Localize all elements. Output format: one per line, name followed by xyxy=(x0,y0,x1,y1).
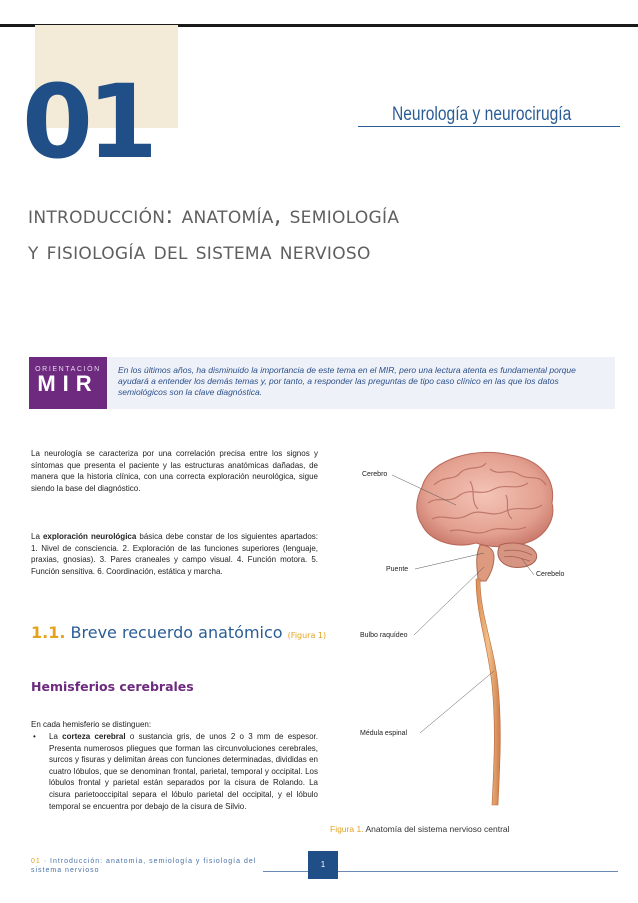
paragraph-exploration: La exploración neurológica básica debe constar de los siguientes apartados: 1. Nivel de consciencia. 2. Exploración de las funciones superiores (lenguaje, praxias, gnosias). 3. Pares craneales y campo visual. 4. Función motora. 5. Función sensitiva. 6. Coordinación, estática y marcha. xyxy=(31,532,318,576)
figure-caption xyxy=(330,824,510,834)
footer-chapter-number: 01 xyxy=(31,858,41,865)
label-cerebro: Cerebro xyxy=(362,471,388,478)
label-puente: Puente xyxy=(386,566,409,573)
specialty-title: Neurología y neurocirugía xyxy=(392,104,572,125)
brainstem-shape xyxy=(477,545,494,581)
label-cerebelo: Cerebelo xyxy=(536,571,565,578)
bullet-dot: • xyxy=(33,732,36,741)
section-figure-ref: (Figura 1) xyxy=(287,631,327,640)
figure-cns-anatomy xyxy=(330,445,630,820)
caption-number: Figura 1. xyxy=(330,824,364,834)
top-border xyxy=(0,0,638,27)
chapter-title-line-2: y fisiología del sistema nervioso xyxy=(28,237,371,265)
spinal-cord-shape xyxy=(476,579,500,805)
bullet-text: La corteza cerebral o sustancia gris, de unos 2 o 3 mm de espesor. Presenta numerosos pliegues que forman las circunvoluciones cerebrales, surcos y fisuras y delimitan áreas con funciones determinadas, divididas en cuatro lóbulos, que se denominan frontal, parietal, temporal y occipital. Los lóbulos frontal y parietal están separados por la cisura de Rolando. La cisura parietooccipital separa el lóbulo parietal del occipital, y el lóbulo temporal se encuentra por debajo de la cisura de Silvio. xyxy=(49,732,318,811)
bold-exploracion: exploración neurológica xyxy=(42,532,137,541)
paragraph-hemisphere-intro: En cada hemisferio se distinguen: xyxy=(31,720,152,729)
section-heading xyxy=(31,623,326,642)
badge-mir-label: MIR xyxy=(37,371,99,396)
page-number: 1 xyxy=(308,851,338,879)
subsection-heading: Hemisferios cerebrales xyxy=(31,679,194,694)
caption-text: Anatomía del sistema nervioso central xyxy=(365,824,510,834)
specialty-rule xyxy=(358,126,620,127)
chapter-title-line-1: introducción: anatomía, semiología xyxy=(28,201,400,229)
section-number: 1.1. xyxy=(31,623,66,642)
label-medula: Médula espinal xyxy=(360,730,408,737)
paragraph-intro: La neurología se caracteriza por una correlación precisa entre los signos y síntomas que presenta el paciente y las estructuras anatómicas dañadas, de manera que la historia clínica, con una correcta exploración neurológica, sigue siendo la base del diagnóstico. xyxy=(31,449,318,493)
orientation-text: En los últimos años, ha disminuido la importancia de este tema en el MIR, pero una lectura atenta es fundamental porque ayudará a entender los demás temas y, por tanto, a responder las preguntas de tipo caso clínico en las que los datos semiológicos son la clave diagnóstica. xyxy=(118,365,576,397)
cerebellum-shape xyxy=(498,543,537,567)
footer-chapter-title: · Introducción: anatomía, semiología y fisiología del sistema nervioso xyxy=(31,858,257,874)
bullet-corteza xyxy=(31,731,318,812)
chapter-title xyxy=(28,197,628,269)
label-bulbo: Bulbo raquídeo xyxy=(360,632,408,639)
orientation-mir-badge xyxy=(29,357,107,409)
footer-chapter-text xyxy=(31,857,271,875)
badge-small-label: ORIENTACIÓN xyxy=(35,366,101,373)
chapter-number: 01 xyxy=(22,63,152,182)
section-title: Breve recuerdo anatómico xyxy=(70,623,283,642)
